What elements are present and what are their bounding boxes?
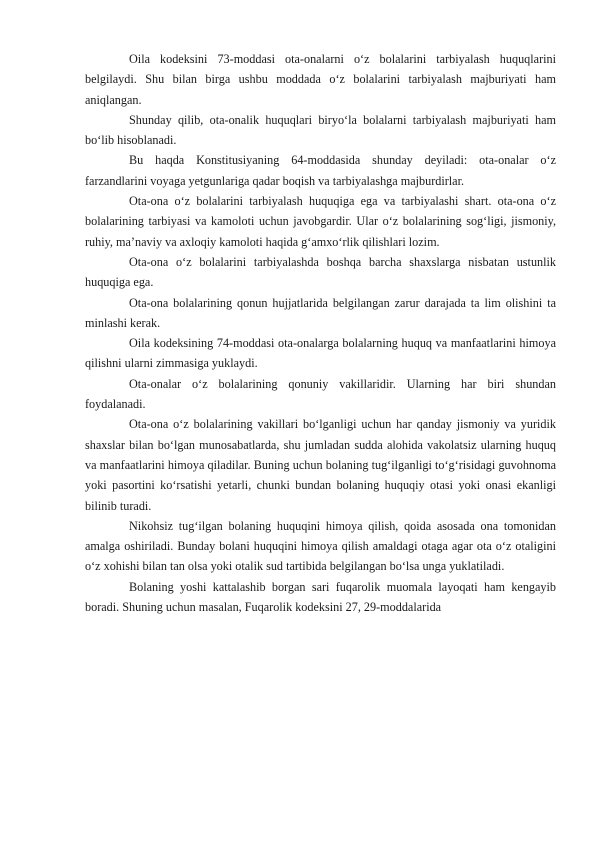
paragraph: Shunday qilib, ota-onalik huquqlari biryo‘la bolalarni tarbiyalash majburiyati ham bo‘lib hisoblanadi. (85, 112, 556, 148)
paragraph: Ota-onalar o‘z bolalarining qonuniy vakillaridir. Ularning har biri shundan foydalanadi. (85, 376, 556, 412)
paragraph: Ota-ona bolalarining qonun hujjatlarida belgilangan zarur darajada ta lim olishini ta minlashi kerak. (85, 295, 556, 330)
paragraph: Bolaning yoshi kattalashib borgan sari fuqarolik muomala layoqati ham kengayib boradi. Shuning uchun masalan, Fuqarolik kodeksini 27, 29-moddalarida (85, 579, 556, 615)
paragraph: Nikohsiz tug‘ilgan bolaning huquqini himoya qilish, qoida asosada ona tomonidan amalga oshiriladi. Bunday bolani huquqini himoya qilish amaldagi otaga agar ota o‘z otaligini o‘z xohishi bilan tan olsa yoki otalik sud tartibida belgilangan bo‘lsa unga yuklatiladi. (85, 518, 556, 574)
paragraph: Oila kodeksini 73-moddasi ota-onalarni o‘z bolalarini tarbiyalash huquqlarini belgilaydi. Shu bilan birga ushbu moddada o‘z bolalarini tarbiyalash majburiyati ham aniqlangan. (85, 52, 556, 107)
paragraph: Ota-ona o‘z bolalarini tarbiyalash huquqiga ega va tarbiyalashi shart. ota-ona o‘z bolalarining tarbiyasi va kamoloti uchun javobgardir. Ular o‘z bolalarining sog‘ligi, jismoniy, ruhiy, ma’naviy va axloqiy kamoloti haqida g‘amxo‘rlik qilishlari lozim. (85, 194, 556, 249)
paragraph: Ota-ona o‘z bolalarini tarbiyalashda boshqa barcha shaxslarga nisbatan ustunlik huquqiga ega. (85, 254, 556, 290)
paragraph: Ota-ona o‘z bolalarining vakillari bo‘lganligi uchun har qanday jismoniy va yuridik shaxslar bilan bo‘lgan munosabatlarda, shu jumladan sudda alohida vakolatsiz ularning huquq va manfaatlarini himoya qiladilar. Buning uchun bolaning tug‘ilganligi to‘g‘risidagi guvohnoma yoki pasortini ko‘rsatishi yetarli, chunki bundan bolaning huquqiy otasi yoki onasi ekanligi bilinib turadi. (85, 417, 556, 513)
paragraph: Bu haqda Konstitusiyaning 64-moddasida shunday deyiladi: ota-onalar o‘z farzandlarini voyaga yetgunlariga qadar boqish va tarbiyalashga majburdirlar. (85, 153, 556, 188)
paragraph: Oila kodeksining 74-moddasi ota-onalarga bolalarning huquq va manfaatlarini himoya qilishni ularni zimmasiga yuklaydi. (85, 336, 556, 371)
document-page (85, 49, 556, 617)
